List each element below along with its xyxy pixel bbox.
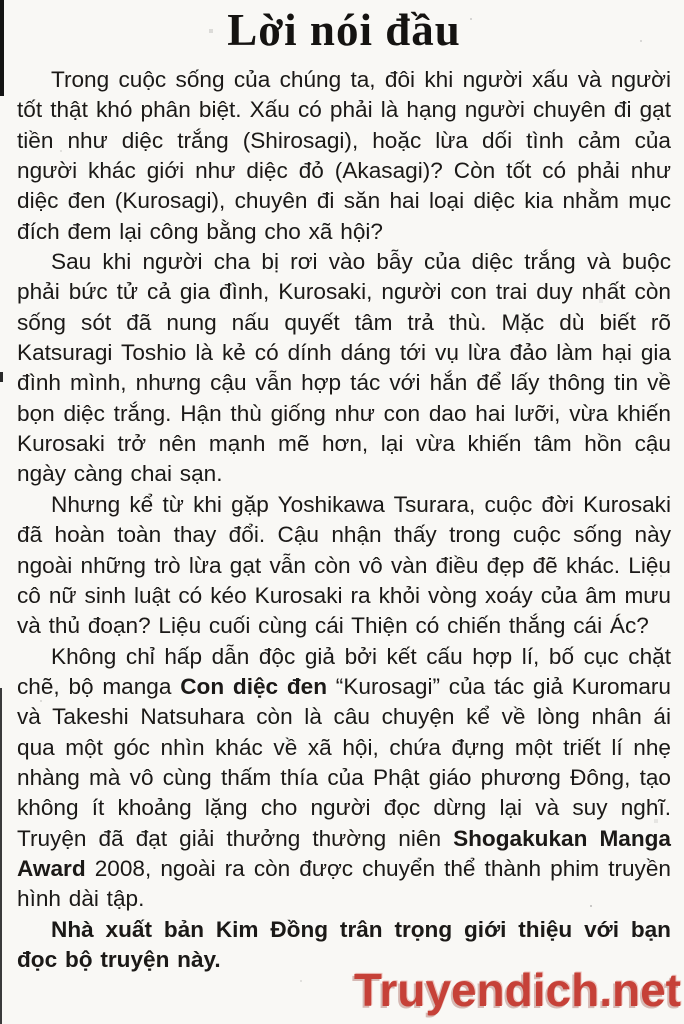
paragraph bbox=[17, 65, 671, 247]
text-segment-bold: Con diệc đen bbox=[180, 673, 328, 699]
text-segment-bold: Shogakukan Manga Award bbox=[17, 825, 671, 881]
text-segment: Nhưng kể từ khi gặp Yoshikawa Tsurara, cuộc đời Kurosaki đã hoàn toàn thay đổi. Cậu nhận thấy trong cuộc sống này ngoài những trò lừa gạt vẫn còn vô vàn điều đẹp đẽ khác. Liệu cô nữ sinh luật có kéo Kurosaki ra khỏi vòng xoáy của âm mưu và thủ đoạn? Liệu cuối cùng cái Thiện có chiến thắng cái Ác? bbox=[17, 491, 671, 639]
page-title: Lời nói đầu bbox=[227, 5, 461, 55]
text-segment-bold: Nhà xuất bản Kim Đồng trân trọng giới thiệu với bạn đọc bộ truyện này. bbox=[17, 916, 671, 972]
text-segment: Trong cuộc sống của chúng ta, đôi khi người xấu và người tốt thật khó phân biệt. Xấu có phải là hạng người chuyên đi gạt tiền như diệc trắng (Shirosagi), hoặc lừa dối tình cảm của người khác giới như diệc đỏ (Akasagi)? Còn tốt có phải như diệc đen (Kurosagi), chuyên đi săn hai loại diệc kia nhằm mục đích đem lại công bằng cho xã hội? bbox=[17, 67, 671, 244]
paragraph bbox=[17, 642, 671, 915]
watermark-truyendich: Truyendich.net bbox=[353, 964, 681, 1016]
text-segment: Sau khi người cha bị rơi vào bẫy của diệc trắng và buộc phải bức tử cả gia đình, Kurosaki, người con trai duy nhất còn sống sót đã nung nấu quyết tâm trả thù. Mặc dù biết rõ Katsuragi Toshio là kẻ có dính dáng tới vụ lừa đảo làm hại gia đình mình, nhưng cậu vẫn hợp tác với hắn để lấy thông tin về bọn diệc trắng. Hận thù giống như con dao hai lưỡi, vừa khiến Kurosaki trở nên mạnh mẽ hơn, lại vừa khiến tâm hồn cậu ngày càng chai sạn. bbox=[17, 249, 671, 487]
text-segment: 2008, ngoài ra còn được chuyển thể thành phim truyền hình dài tập. bbox=[17, 855, 671, 912]
foreword-text bbox=[17, 65, 671, 975]
text-segment: “Kurosagi” của tác giả Kuromaru và Takeshi Natsuhara còn là câu chuyện kể về lòng nhân ái qua một góc nhìn khác về xã hội, chứa đựng một triết lí nhẹ nhàng mà vô cùng thấm thía của Phật giáo phương Đông, tạo không ít khoảng lặng cho người đọc dừng lại và suy nghĩ. Truyện đã đạt giải thưởng thường niên bbox=[17, 673, 671, 851]
paragraph bbox=[17, 247, 671, 490]
text-segment: Không chỉ hấp dẫn độc giả bởi kết cấu hợp lí, bố cục chặt chẽ, bộ manga bbox=[17, 643, 671, 699]
paragraph bbox=[17, 490, 671, 642]
